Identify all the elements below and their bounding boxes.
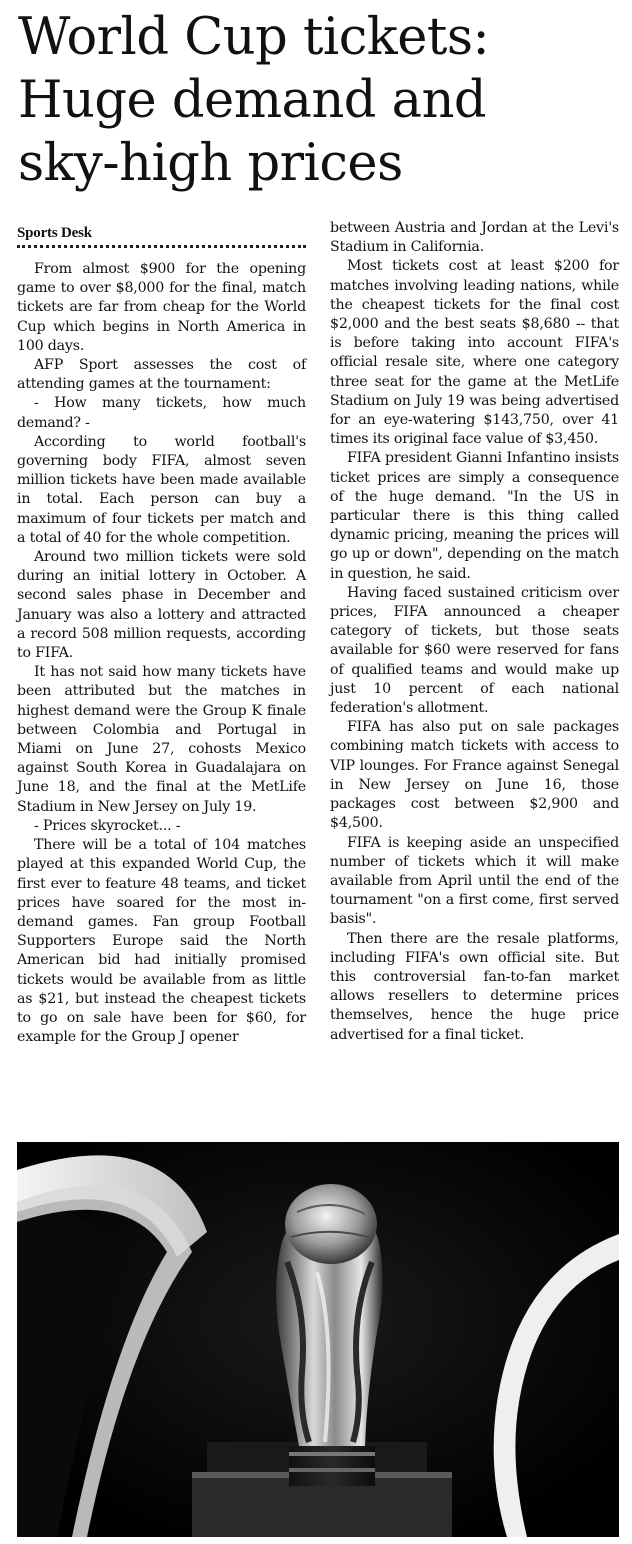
paragraph: It has not said how many tickets have been attributed but the matches in highest demand were the Group K finale between Colombia and Portugal in Miami on June 27, cohosts Mexico against South Korea in Guadalajara on June 18, and the final at the MetLife Stadium in New Jersey on July 19.: [17, 664, 306, 815]
byline-divider: [17, 245, 306, 248]
subheading: - Prices skyrocket... -: [34, 817, 181, 834]
trophy-globe: [285, 1184, 377, 1264]
trophy-photo: [17, 1142, 619, 1537]
trophy-base-band-2: [289, 1468, 375, 1472]
headline-line-1: World Cup tickets:: [18, 8, 490, 67]
paragraph: Then there are the resale platforms, including FIFA's own official site. But this controversial fan-to-fan market allows resellers to determine prices themselves, hence the huge price advertised for a final ticket.: [330, 930, 619, 1043]
trophy-base-band: [289, 1452, 375, 1456]
paragraph: AFP Sport assesses the cost of attending games at the tournament:: [17, 357, 306, 393]
paragraph: FIFA has also put on sale packages combining match tickets with access to VIP lounges. For France against Senegal in New Jersey on June 16, those packages cost between $2,900 and $4,500.: [330, 719, 619, 832]
headline-line-2: Huge demand and: [18, 71, 487, 130]
paragraph: According to world football's governing body FIFA, almost seven million tickets have been made available in total. Each person can buy a maximum of four tickets per match and a total of 40 for the whole competition.: [17, 433, 306, 546]
paragraph: From almost $900 for the opening game to over $8,000 for the final, match tickets are far from cheap for the World Cup which begins in North America in 100 days.: [17, 261, 306, 354]
column-left: [17, 219, 306, 1134]
column-right: [330, 219, 619, 1134]
paragraph: FIFA is keeping aside an unspecified number of tickets which it will make available from April until the end of the tournament "on a first come, first served basis".: [330, 834, 619, 928]
article-body: [17, 219, 619, 1134]
paragraph: Around two million tickets were sold during an initial lottery in October. A second sales phase in December and January was also a lottery and attracted a record 508 million requests, according to FIFA.: [17, 549, 306, 662]
byline: Sports Desk: [17, 225, 92, 241]
world-cup-trophy-image: [17, 1142, 619, 1537]
paragraph: FIFA president Gianni Infantino insists ticket prices are simply a consequence of the huge demand. "In the US in particular there is this thing called dynamic pricing, meaning the prices will go up or down", depending on the match in question, he said.: [330, 450, 619, 582]
paragraph: Having faced sustained criticism over prices, FIFA announced a cheaper category of tickets, but those seats available for $60 were reserved for fans of qualified teams and would make up just 10 percent of each national federation's allotment.: [330, 584, 619, 717]
paragraph: There will be a total of 104 matches played at this expanded World Cup, the first ever to feature 48 teams, and ticket prices have soared for the most in-demand games. Fan group Football Supporters Europe said the North American bid had initially promised tickets would be available from as little as $21, but instead the cheapest tickets to go on sale have been for $60, for example for the Group J opener: [17, 837, 306, 1046]
headline: [18, 6, 618, 195]
headline-line-3: sky-high prices: [18, 134, 403, 193]
paragraph: Most tickets cost at least $200 for matches involving leading nations, while the cheapest tickets for the final cost $2,000 and the best seats $8,680 -- that is before taking into account FIFA's official resale site, where one category three seat for the game at the MetLife Stadium on July 19 was being advertised for an eye-watering $143,750, over 41 times its original face value of $3,450.: [330, 258, 619, 448]
subheading: - How many tickets, how much demand? -: [17, 395, 306, 431]
paragraph-continuation: between Austria and Jordan at the Levi's Stadium in California.: [330, 220, 619, 256]
